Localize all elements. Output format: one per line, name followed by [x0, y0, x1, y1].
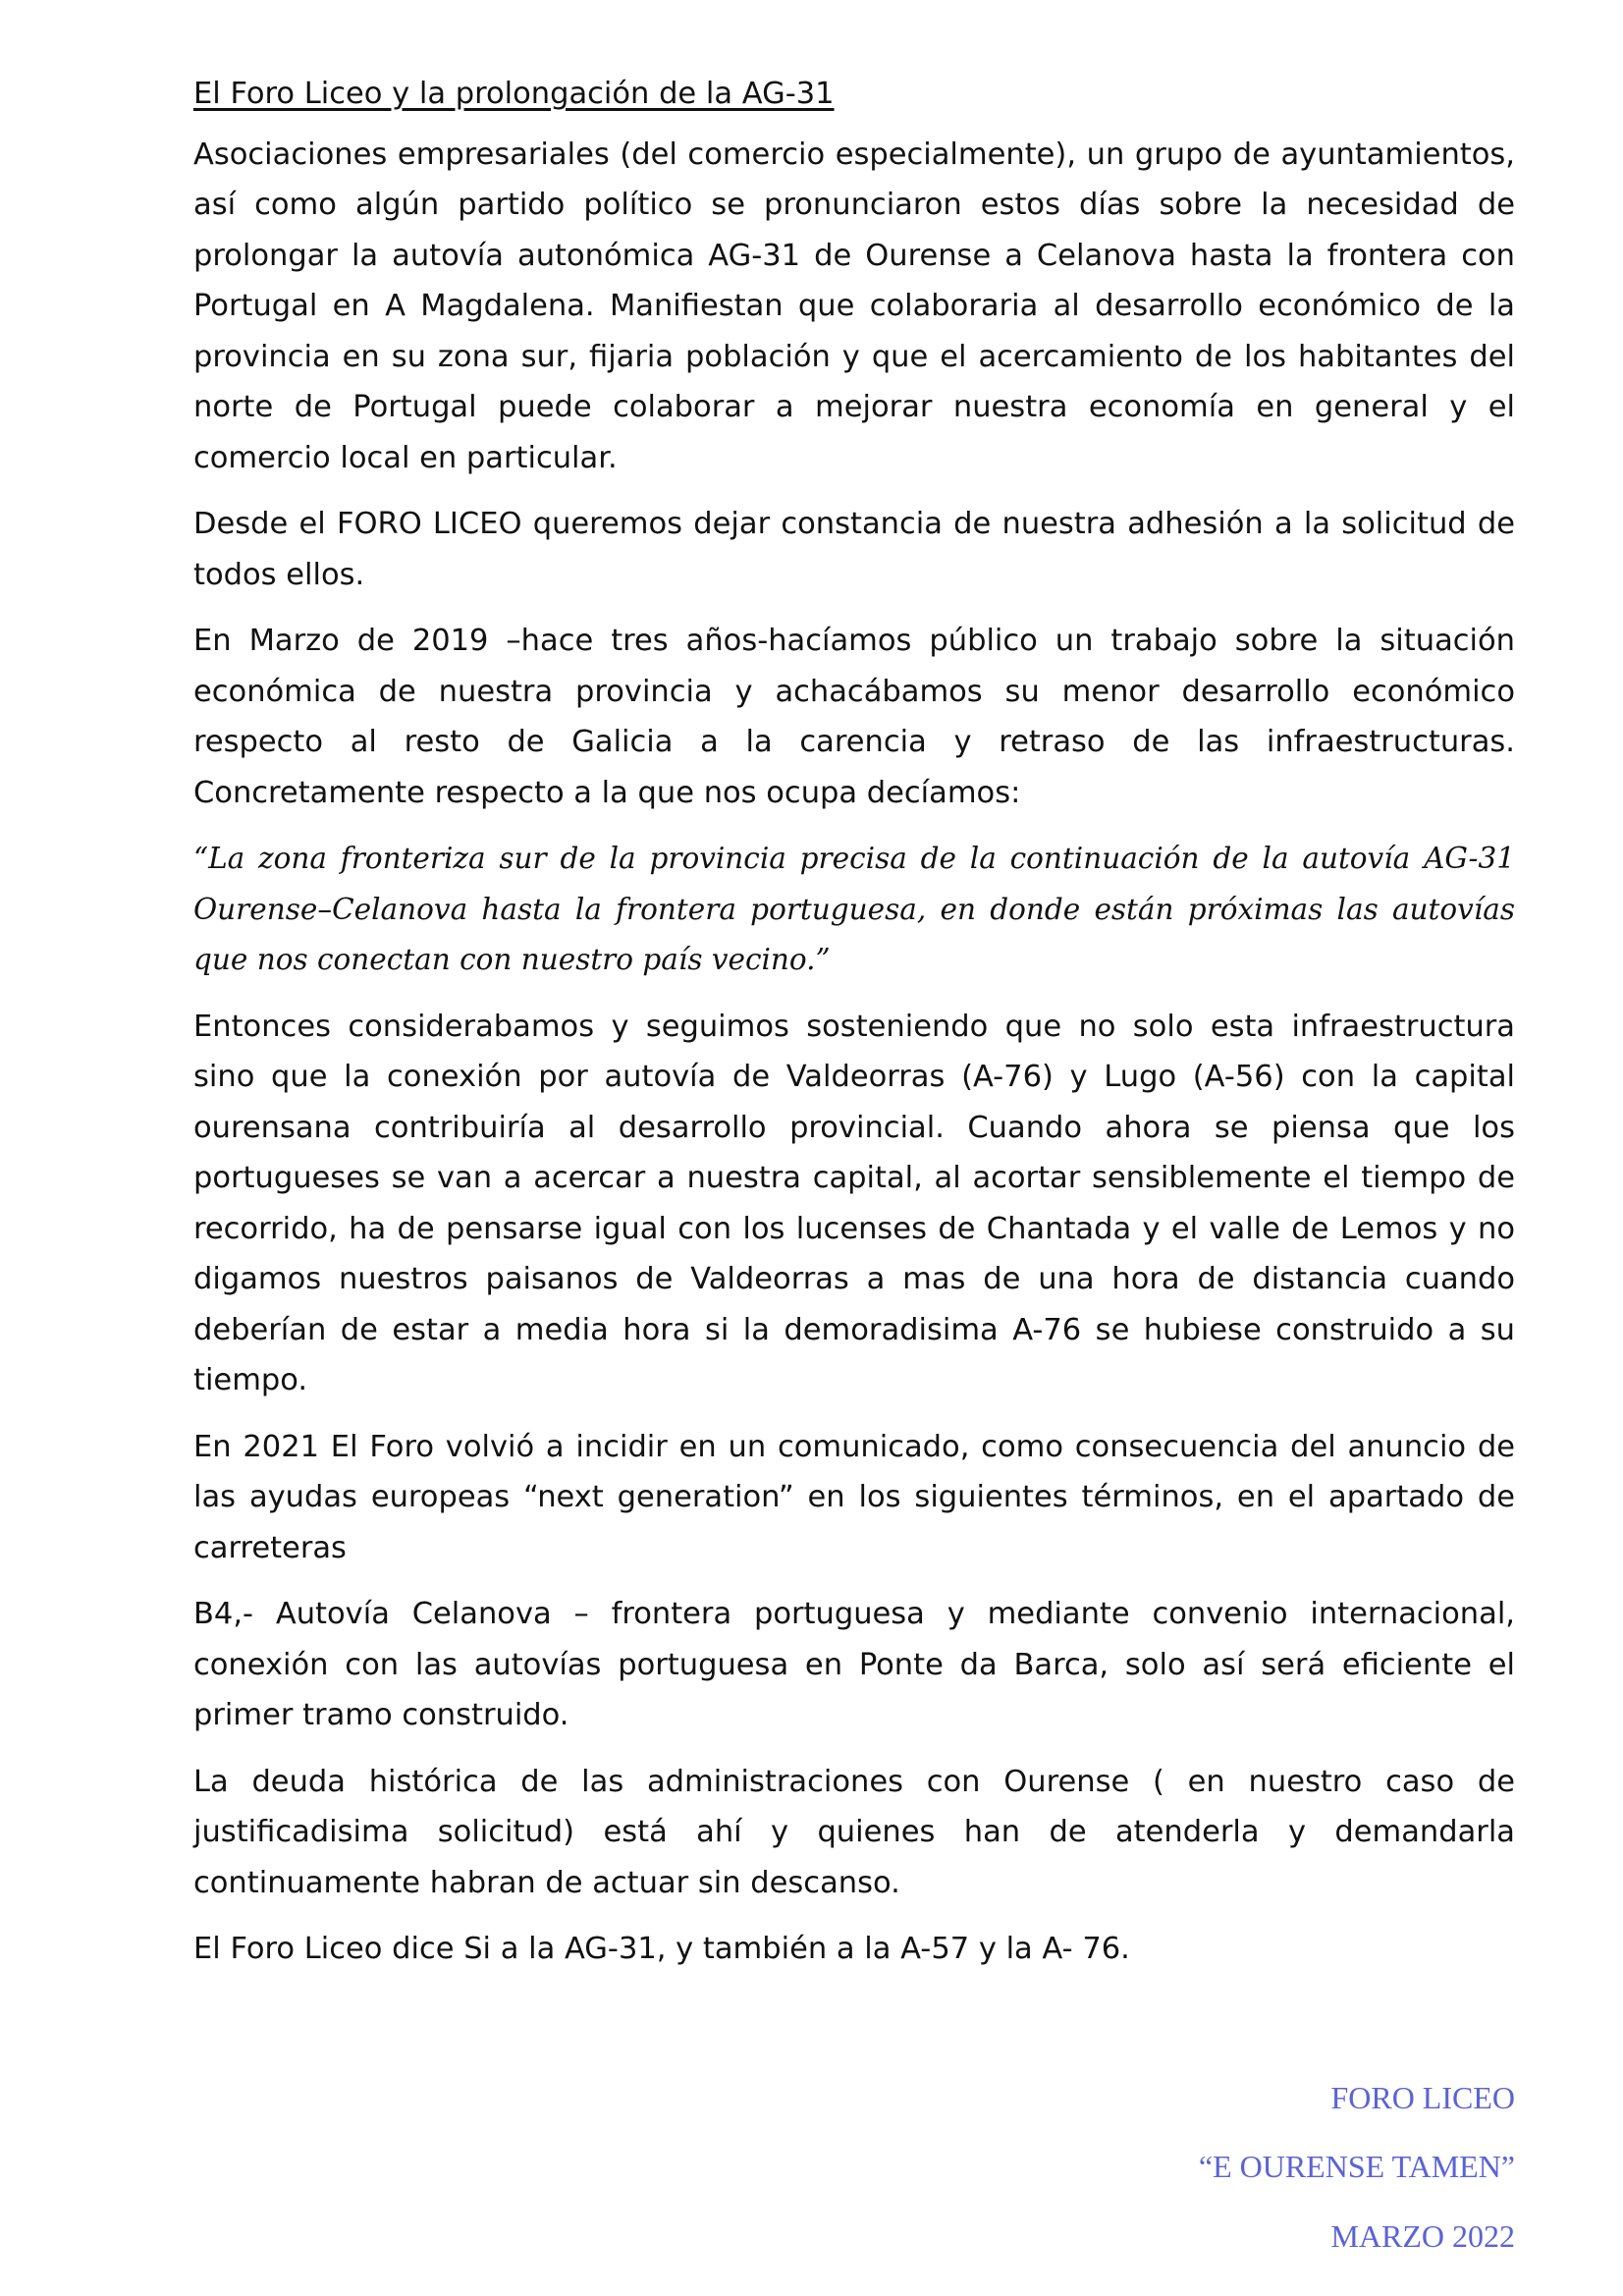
paragraph: La deuda histórica de las administraciones con Ourense ( en nuestro caso de justificadisima solicitud) está ahí y quienes han de atenderla y demandarla continuamente habran de actuar sin descanso.	[193, 1764, 1515, 1900]
closing-paragraph: El Foro Liceo dice Si a la AG-31, y también a la A-57 y la A- 76.	[193, 1932, 1130, 1966]
paragraph: Desde el FORO LICEO queremos dejar constancia de nuestra adhesión a la solicitud de todos ellos.	[193, 507, 1515, 592]
paragraph: En 2021 El Foro volvió a incidir en un comunicado, como consecuencia del anuncio de las ayudas europeas “next generation” en los siguientes términos, en el apartado de carreteras	[193, 1429, 1515, 1565]
paragraph: En Marzo de 2019 –hace tres años-hacíamos público un trabajo sobre la situación económica de nuestra provincia y achacábamos su menor desarrollo económico respecto al resto de Galicia a la carencia y retraso de las infraestructuras. Concretamente respecto a la que nos ocupa decíamos:	[193, 624, 1515, 810]
paragraph: Entonces considerabamos y seguimos sosteniendo que no solo esta infraestructura sino que la conexión por autovía de Valdeorras (A-76) y Lugo (A-56) con la capital ourensana contribuiría al desarrollo provincial. Cuando ahora se piensa que los portugueses se van a acercar a nuestra capital, al acortar sensiblemente el tiempo de recorrido, ha de pensarse igual con los lucenses de Chantada y el valle de Lemos y no digamos nuestros paisanos de Valdeorras a mas de una hora de distancia cuando deberían de estar a media hora si la demoradisima A-76 se hubiese construido a su tiempo.	[193, 1009, 1515, 1397]
signature-org: FORO LICEO	[1330, 2080, 1515, 2115]
signature-date: MARZO 2022	[1330, 2218, 1515, 2254]
document-body	[193, 69, 1515, 1991]
quote-paragraph: “La zona fronteriza sur de la provincia precisa de la continuación de la autovía AG-31 Ourense–Celanova hasta la frontera portuguesa, en donde están próximas las autovías que nos conectan con nuestro país vecino.”	[193, 842, 1515, 976]
paragraph: B4,- Autovía Celanova – frontera portuguesa y mediante convenio internacional, conexión con las autovías portuguesa en Ponte da Barca, solo así será eficiente el primer tramo construido.	[193, 1597, 1515, 1732]
paragraph: Asociaciones empresariales (del comercio especialmente), un grupo de ayuntamientos, así como algún partido político se pronunciaron estos días sobre la necesidad de prolongar la autovía autonómica AG-31 de Ourense a Celanova hasta la frontera con Portugal en A Magdalena. Manifiestan que colaboraria al desarrollo económico de la provincia en su zona sur, fijaria población y que el acercamiento de los habitantes del norte de Portugal puede colaborar a mejorar nuestra economía en general y el comercio local en particular.	[193, 137, 1515, 475]
document-title: El Foro Liceo y la prolongación de la AG-31	[193, 77, 835, 111]
signature-motto: “E OURENSE TAMEN”	[1198, 2149, 1515, 2184]
